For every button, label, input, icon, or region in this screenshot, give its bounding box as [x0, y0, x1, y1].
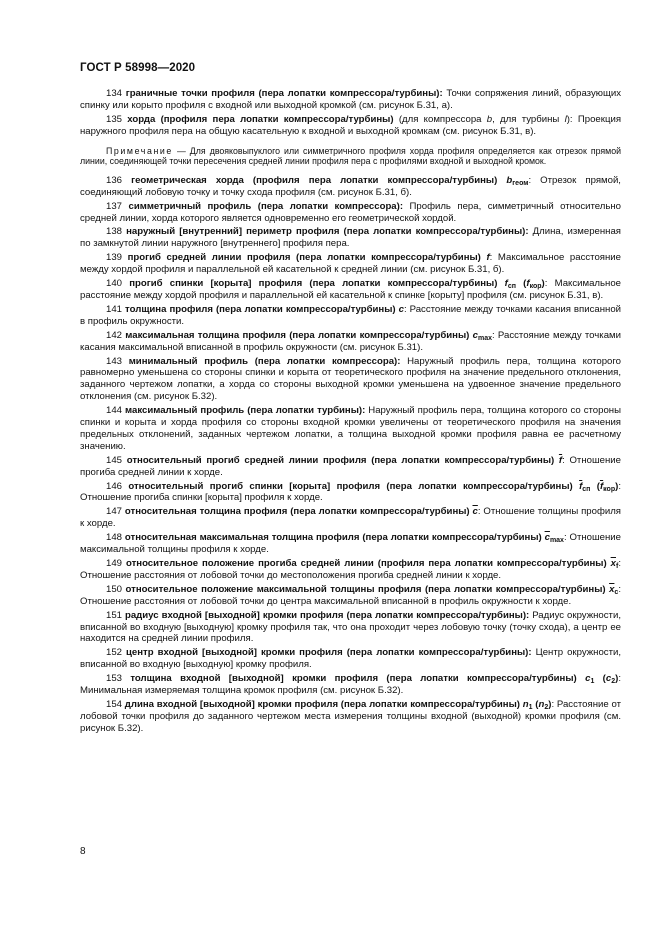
term-154: 154 длина входной [выходной] кромки профиля (пера лопатки компрессора/турбины) $n_1$ $(n_2)$: Расстояние от лобовой точки профиля до заданного чертежом места измерения толщины входной (выходной) кромки профиля (см. рисунок Б.32).	[80, 698, 621, 734]
page-number: 8	[80, 846, 86, 857]
term-142: 142 максимальная толщина профиля (пера лопатки компрессора/турбины) $c_{max}$: Расстояние между точками касания максимальной вписанной в профиль окружности (см. рисунок Б.31).	[80, 329, 621, 353]
term-148: 148 относительная максимальная толщина профиля (пера лопатки компрессора/турбины) $\overline{c}_{max}$: Отношение максимальной толщины профиля к хорде.	[80, 532, 621, 556]
term-137: 137 симметричный профиль (пера лопатки компрессора): Профиль пера, симметричный относительно средней линии, хорда которого является одновременно его геометрической хордой.	[80, 200, 622, 224]
term-140: 140 прогиб спинки [корыта] профиля (пера лопатки компрессора/турбины) $f_{сп}$ $(f_{кор})$: Максимальное расстояние между хордой профиля и параллельной ей касательной к спинке [корыту] профиля (см. рисунок Б.31, в).	[80, 278, 621, 301]
term-144: 144 максимальный профиль (пера лопатки турбины): Наружный профиль пера, толщина которого со стороны спинки и корыта и хорда профиля со стороны входной кромки увеличены от теоретического профиля на значения предельных отклонений, заданных чертежом лопатки, а толщина выходной кромки профиля равна ее расчетному значению.	[80, 405, 621, 452]
term-147: 147 относительная толщина профиля (пера лопатки компрессора/турбины) $\overline{c}$: Отношение толщины профиля к хорде.	[80, 506, 621, 530]
term-134: 134 граничные точки профиля (пера лопатки компрессора/турбины): Точки сопряжения линий, образующих спинку или корыто профиля с входной или выходной кромкой (см. рисунок Б.31, а).	[80, 88, 622, 111]
page-header: ГОСТ Р 58998—2020	[80, 62, 196, 74]
term-149: 149 относительное положение прогиба средней линии (профиля пера лопатки компрессора/турбины) $\overline{x}_f$: Отношение расстояния от лобовой точки до местоположения прогиба средней линии к хорде.	[80, 558, 621, 581]
term-151: 151 радиус входной [выходной] кромки профиля (пера лопатки компрессора/турбины): Радиус окружности, вписанной во входную [выходную] кромку профиля так, что она проходит через лобовую точку (точку схода), а центр ее находится на средней линии профиля.	[80, 609, 621, 645]
term-139: 139 прогиб средней линии профиля (пера лопатки компрессора/турбины) f: Максимальное расстояние между хордой профиля и параллельной ей касательной к средней линии (см. рисунок Б.31, б).	[80, 252, 621, 276]
document-body	[80, 88, 621, 737]
term-145: 145 относительный прогиб средней линии профиля (пера лопатки компрессора/турбины) $\overline{f}$: Отношение прогиба средней линии к хорде.	[80, 454, 621, 478]
term-150: 150 относительное положение максимальной толщины профиля (пера лопатки компрессора/турбины) $\overline{x}_c$: Отношение расстояния от лобовой точки до центра максимальной вписанной в профиль окружности к хорде.	[80, 583, 621, 607]
term-146: 146 относительный прогиб спинки [корыта] профиля (пера лопатки компрессора/турбины) $\overline{f}_{сп}$ $(\overline{f}_{кор})$: Отношение прогиба спинки [корыта] профиля к хорде.	[80, 480, 621, 504]
term-135: 135 хорда (профиля пера лопатки компрессора/турбины) (для компрессора b, для турбины l): Проекция наружного профиля пера на общую касательную к входной и выходной кромкам (см. рисунок Б.31, в).	[80, 113, 622, 137]
term-138: 138 наружный [внутренний] периметр профиля (пера лопатки компрессора/турбины): Длина, измеренная по замкнутой линии наружного [внутреннего] профиля пера.	[80, 226, 621, 250]
term-136: 136 геометрическая хорда (профиля пера лопатки компрессора/турбины) $b_{геом}$: Отрезок прямой, соединяющий лобовую точку и точку схода профиля (см. рисунок Б.31, б).	[80, 174, 621, 198]
term-143: 143 минимальный профиль (пера лопатки компрессора): Наружный профиль пера, толщина которого равномерно уменьшена со стороны спинки и корыта от теоретического профиля на значение предельного отклонения, заданного чертежом лопатки, а хорда со стороны выходной кромки уменьшена на удвоенное значение предельного отклонения (см. рисунок Б.32).	[80, 355, 622, 403]
term-152: 152 центр входной [выходной] кромки профиля (пера лопатки компрессора/турбины): Центр окружности, вписанной во входную [выходную] кромку профиля.	[80, 647, 621, 671]
term-153: 153 толщина входной [выходной] кромки профиля (пера лопатки компрессора/турбины) $c_1$ $(c_2)$: Минимальная измеряемая толщина кромок профиля (см. рисунок Б.32).	[80, 673, 621, 697]
term-141: 141 толщина профиля (пера лопатки компрессора/турбины) c: Расстояние между точками касания вписанной в профиль окружности.	[80, 303, 622, 327]
note: Примечание — Для двояковыпуклого или симметричного профиля хорда профиля определяется как отрезок прямой линии, соединяющей точки пересечения средней линии профиля пера с профилями входной и выходной кромок.	[80, 145, 622, 167]
